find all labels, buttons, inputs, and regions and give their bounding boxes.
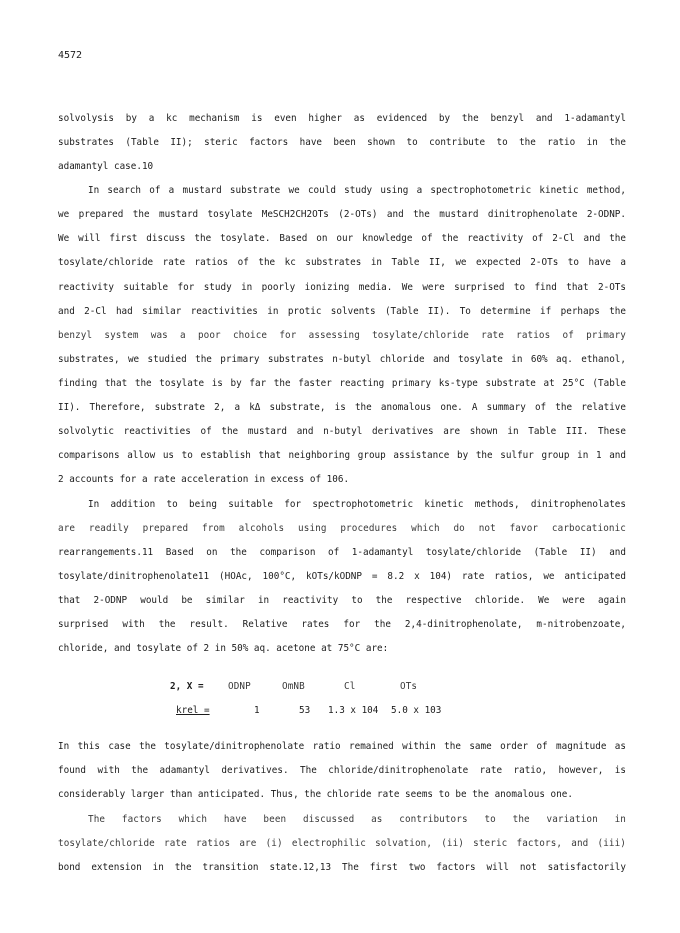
table-value: 1: [254, 705, 260, 716]
table-header: Cl: [344, 681, 356, 692]
text-line: reactivity suitable for study in poorly ionizing media. We were surprised to find that 2-OTs: [58, 282, 626, 293]
text-line: substrates (Table II); steric factors have been shown to contribute to the ratio in the: [58, 137, 626, 148]
text-line: bond extension in the transition state.12,13 The first two factors will not satisfactorily: [58, 862, 626, 873]
table-row-label: krel =: [176, 705, 210, 716]
text-line: are readily prepared from alcohols using procedures which do not favor carbocationic: [58, 523, 626, 534]
text-line: comparisons allow us to establish that neighboring group assistance by the sulfur group in 1 and: [58, 450, 626, 461]
text-line: found with the adamantyl derivatives. The chloride/dinitrophenolate rate ratio, however, is: [58, 765, 626, 776]
text-line: considerably larger than anticipated. Thus, the chloride rate seems to be the anomalous one.: [58, 789, 573, 800]
text-line: we prepared the mustard tosylate MeSCH2CH2OTs (2-OTs) and the mustard dinitrophenolate 2-ODNP.: [58, 209, 626, 220]
table-header: OTs: [400, 681, 418, 692]
text-line: that 2-ODNP would be similar in reactivity to the respective chloride. We were again: [58, 595, 626, 606]
page-number: 4572: [58, 50, 83, 61]
text-line: solvolytic reactivities of the mustard and n-butyl derivatives are shown in Table III. These: [58, 426, 626, 437]
text-line: In addition to being suitable for spectrophotometric kinetic methods, dinitrophenolates: [88, 499, 626, 510]
text-line: and 2-Cl had similar reactivities in protic solvents (Table II). To determine if perhaps the: [58, 306, 626, 317]
text-line: substrates, we studied the primary substrates n-butyl chloride and tosylate in 60% aq. ethanol,: [58, 354, 626, 365]
table-header: ODNP: [228, 681, 251, 692]
text-line: II). Therefore, substrate 2, a kΔ substrate, is the anomalous one. A summary of the relative: [58, 402, 626, 413]
text-line: chloride, and tosylate of 2 in 50% aq. acetone at 75°C are:: [58, 643, 389, 654]
text-line: In search of a mustard substrate we could study using a spectrophotometric kinetic method,: [88, 185, 626, 196]
table-row-label: 2, X =: [170, 681, 204, 692]
table-value: 5.0 x 103: [391, 705, 442, 716]
text-line: tosylate/chloride rate ratios are (i) electrophilic solvation, (ii) steric factors, and (iii): [58, 838, 626, 849]
text-line: surprised with the result. Relative rates for the 2,4-dinitrophenolate, m-nitrobenzoate,: [58, 619, 626, 630]
text-line: tosylate/dinitrophenolate11 (HOAc, 100°C, kOTs/kODNP = 8.2 x 104) rate ratios, we anticipated: [58, 571, 626, 582]
table-value: 53: [299, 705, 311, 716]
text-line: 2 accounts for a rate acceleration in excess of 106.: [58, 474, 350, 485]
text-line: adamantyl case.10: [58, 161, 154, 172]
table-value: 1.3 x 104: [328, 705, 379, 716]
table-header: OmNB: [282, 681, 305, 692]
text-line: benzyl system was a poor choice for assessing tosylate/chloride rate ratios of primary: [58, 330, 626, 341]
text-line: rearrangements.11 Based on the comparison of 1-adamantyl tosylate/chloride (Table II) and: [58, 547, 626, 558]
text-line: solvolysis by a kc mechanism is even higher as evidenced by the benzyl and 1-adamantyl: [58, 113, 626, 124]
text-line: The factors which have been discussed as contributors to the variation in: [88, 814, 626, 825]
text-line: finding that the tosylate is by far the faster reacting primary ks-type substrate at 25°C (Table: [58, 378, 626, 389]
text-line: tosylate/chloride rate ratios of the kc substrates in Table II, we expected 2-OTs to have a: [58, 257, 626, 268]
text-line: In this case the tosylate/dinitrophenolate ratio remained within the same order of magnitude as: [58, 741, 626, 752]
text-line: We will first discuss the tosylate. Based on our knowledge of the reactivity of 2-Cl and the: [58, 233, 626, 244]
